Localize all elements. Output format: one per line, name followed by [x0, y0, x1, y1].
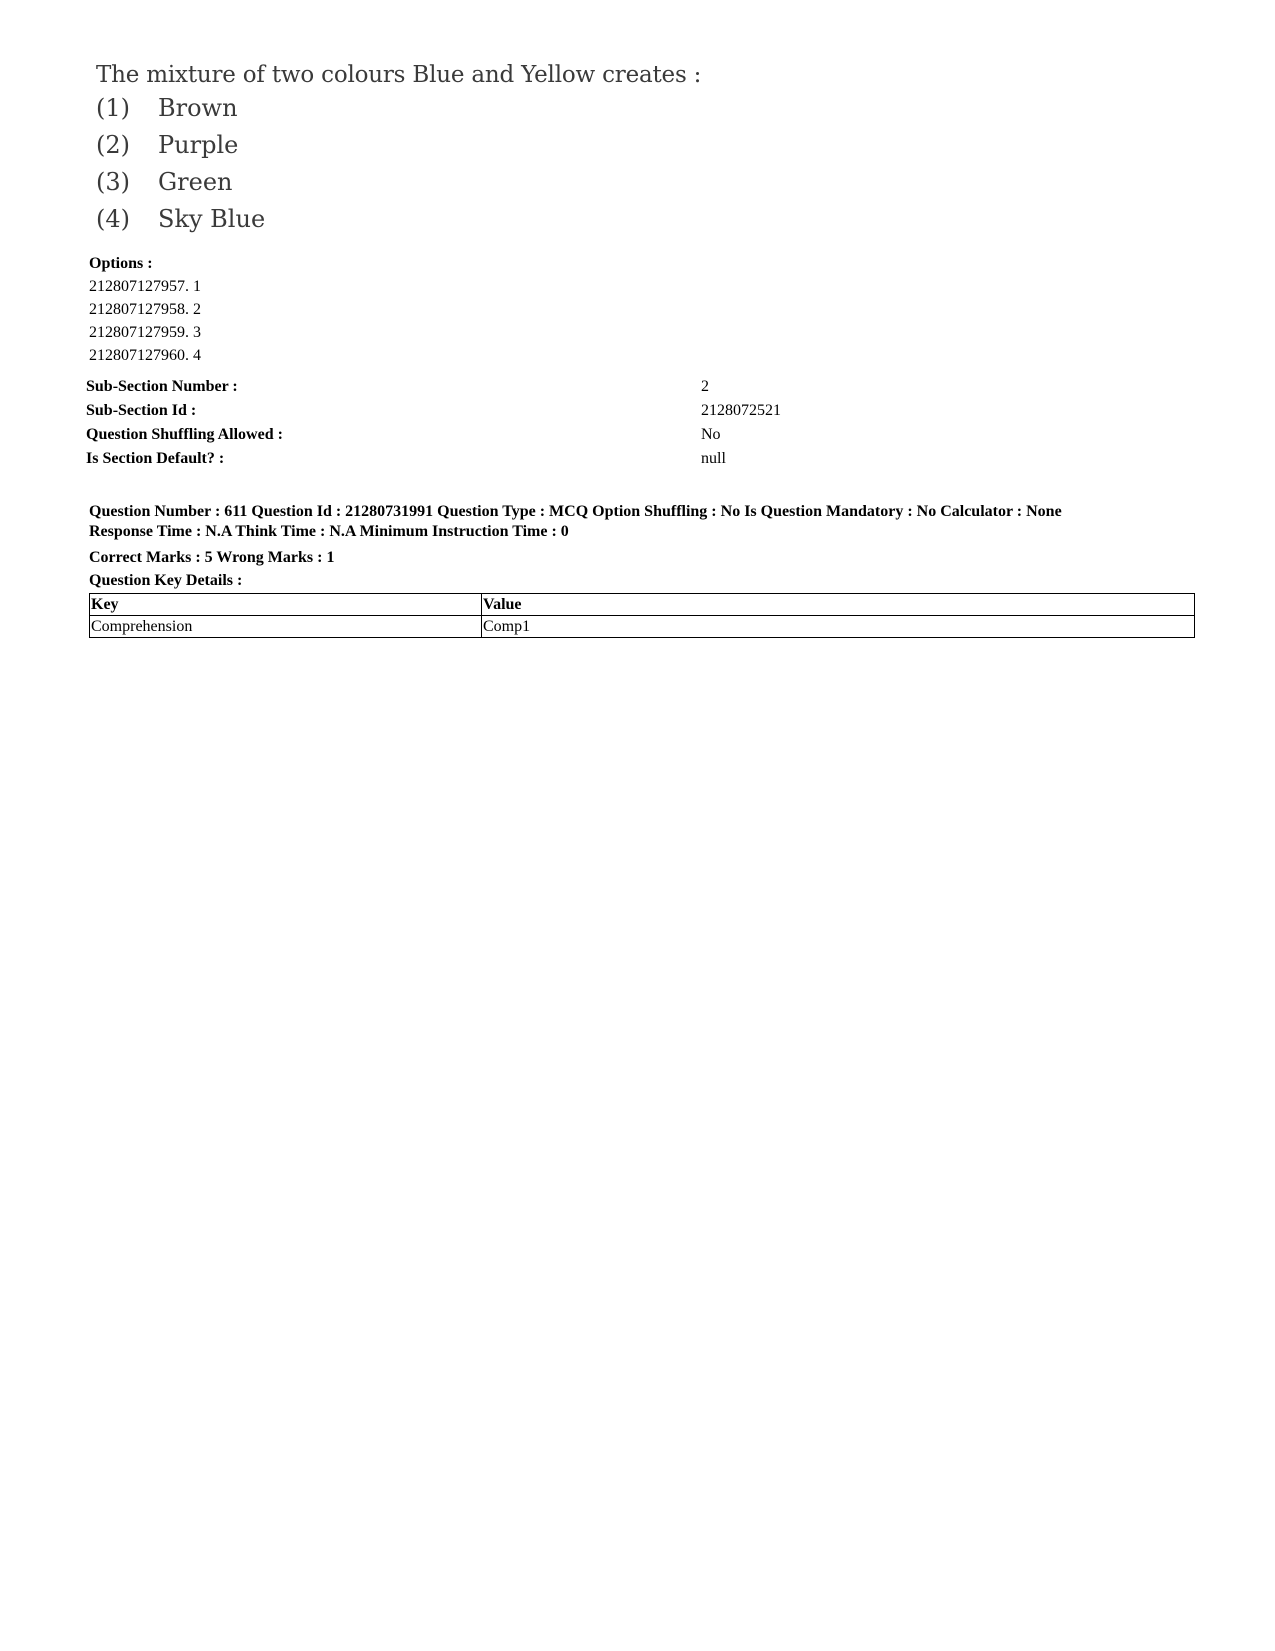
- table-header-row: [90, 594, 1195, 616]
- key-details-label: Question Key Details :: [89, 572, 243, 589]
- subsection-row: [86, 375, 781, 399]
- subsection-key: Question Shuffling Allowed :: [86, 426, 283, 443]
- question-info: [89, 502, 1209, 592]
- option-text: Purple: [158, 131, 239, 159]
- subsection-key: Is Section Default? :: [86, 450, 225, 467]
- table-header-value: Value: [482, 594, 1195, 616]
- option-text: Green: [158, 168, 233, 196]
- question-option-4: [96, 201, 701, 238]
- question-option-1: [96, 90, 701, 127]
- options-list: [89, 252, 201, 367]
- option-number: (4): [96, 205, 130, 233]
- option-id-1: 212807127957. 1: [89, 278, 201, 295]
- subsection-value: 2: [701, 378, 709, 395]
- marks-line: Correct Marks : 5 Wrong Marks : 1: [89, 549, 335, 566]
- question-info-line-2: Response Time : N.A Think Time : N.A Minimum Instruction Time : 0: [89, 523, 569, 540]
- subsection-value: 2128072521: [701, 402, 781, 419]
- subsection-details: [86, 375, 781, 471]
- option-text: Brown: [158, 94, 238, 122]
- option-id-4: 212807127960. 4: [89, 347, 201, 364]
- subsection-key: Sub-Section Id :: [86, 402, 197, 419]
- question-option-3: [96, 164, 701, 201]
- question-info-line-1: Question Number : 611 Question Id : 21280731991 Question Type : MCQ Option Shuffling : No Is Question Mandatory : No Calculator : None: [89, 503, 1062, 520]
- question-option-2: [96, 127, 701, 164]
- table-cell-value: Comp1: [482, 616, 1195, 638]
- option-number: (3): [96, 168, 130, 196]
- subsection-row: [86, 399, 781, 423]
- subsection-value: No: [701, 426, 721, 443]
- subsection-value: null: [701, 450, 726, 467]
- option-text: Sky Blue: [158, 205, 266, 233]
- table-row: [90, 616, 1195, 638]
- option-number: (1): [96, 94, 130, 122]
- subsection-key: Sub-Section Number :: [86, 378, 238, 395]
- table-cell-key: Comprehension: [90, 616, 482, 638]
- option-number: (2): [96, 131, 130, 159]
- table-header-key: Key: [90, 594, 482, 616]
- subsection-row: [86, 447, 781, 471]
- question-stem: The mixture of two colours Blue and Yellow creates :: [96, 62, 702, 88]
- option-id-2: 212807127958. 2: [89, 301, 201, 318]
- options-label: Options :: [89, 255, 153, 272]
- key-details-table: [89, 593, 1195, 638]
- option-id-3: 212807127959. 3: [89, 324, 201, 341]
- subsection-row: [86, 423, 781, 447]
- question-image: [96, 60, 701, 238]
